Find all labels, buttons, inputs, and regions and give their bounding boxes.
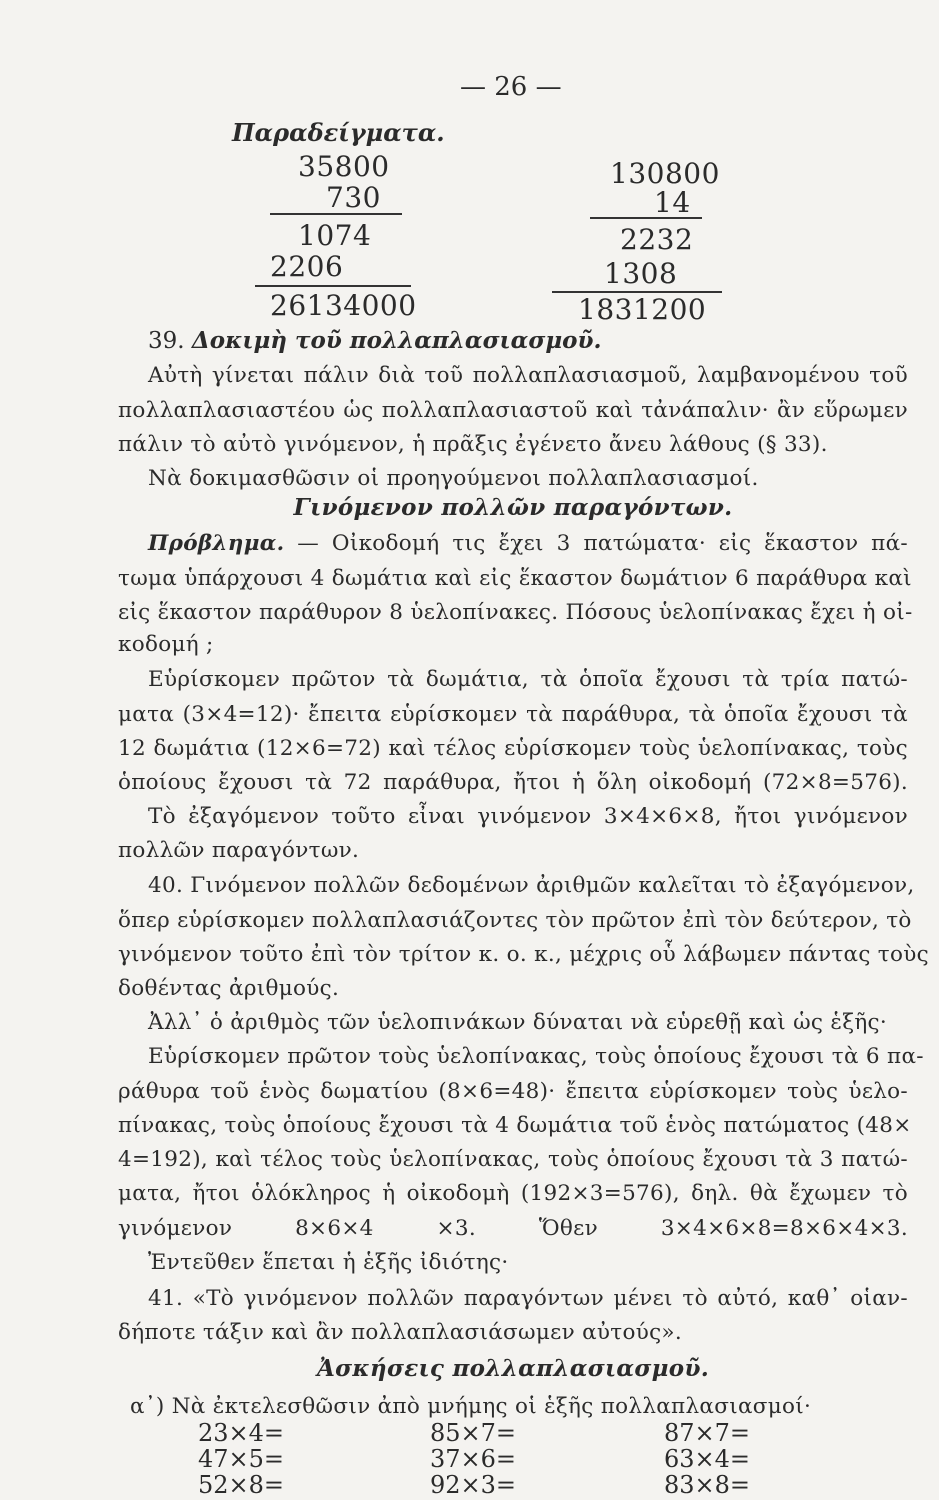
example-right-rule-1: [590, 217, 702, 219]
solution-line: Εὑρίσκομεν πρῶτον τὰ δωμάτια, τὰ ὁποῖα ἔχουσι τὰ τρία πατώ-: [148, 667, 908, 692]
section-40-line: δοθέντας ἀριθμούς.: [118, 976, 340, 1001]
solution-line: 12 δωμάτια (12×6=72) καὶ τέλος εὑρίσκομεν τοὺς ὑελοπίνακας, τοὺς: [118, 736, 908, 761]
section-39-number: 39.: [148, 328, 185, 354]
exercise-item: 83×8=: [664, 1471, 751, 1499]
exercise-item: 87×7=: [664, 1419, 751, 1447]
page-number: — 26 —: [460, 72, 562, 102]
exercise-a-instruction: α᾽) Νὰ ἐκτελεσθῶσιν ἀπὸ μνήμης οἱ ἑξῆς πολλαπλασιασμοί·: [130, 1394, 812, 1419]
alternative-line: Ἀλλ᾽ ὁ ἀριθμὸς τῶν ὑελοπινάκων δύναται νὰ εὑρεθῇ καὶ ὡς ἑξῆς·: [148, 1010, 888, 1035]
section-39-line: Αὐτὴ γίνεται πάλιν διὰ τοῦ πολλαπλασιασμοῦ, λαμβανομένου τοῦ: [148, 363, 908, 388]
problem-line: τωμα ὑπάρχουσι 4 δωμάτια καὶ εἰς ἕκαστον δωμάτιον 6 παράθυρα καὶ: [118, 566, 912, 591]
solution-line: ματα (3×4=12)· ἔπειτα εὑρίσκομεν τὰ παράθυρα, τὰ ὁποῖα ἔχουσι τὰ: [118, 702, 908, 727]
solution-line: ὁποίους ἔχουσι τὰ 72 παράθυρα, ἤτοι ἡ ὅλη οἰκοδομή (72×8=576).: [118, 770, 908, 795]
section-41-line: δήποτε τάξιν καὶ ἂν πολλαπλασιάσωμεν αὐτούς».: [118, 1320, 682, 1345]
section-39-line: πολλαπλασιαστέου ὡς πολλαπλασιαστοῦ καὶ τἀνάπαλιν· ἂν εὕρωμεν: [118, 398, 908, 423]
example-left-multiplier: 730: [326, 181, 381, 214]
solution-line: πολλῶν παραγόντων.: [118, 838, 360, 863]
exercise-item: 52×8=: [198, 1471, 285, 1499]
example-right-partial-2: 1308: [604, 257, 678, 290]
example-left-partial-1: 1074: [298, 219, 372, 252]
solution-line: Τὸ ἐξαγόμενον τοῦτο εἶναι γινόμενον 3×4×6×8, ἤτοι γινόμενον: [148, 804, 908, 829]
exercise-item: 63×4=: [664, 1445, 751, 1473]
problem-text: — Οἰκοδομή τις ἔχει 3 πατώματα· εἰς ἕκαστον πά-: [297, 531, 908, 556]
exercise-item: 37×6=: [430, 1445, 517, 1473]
alternative-line: ματα, ἤτοι ὁλόκληρος ἡ οἰκοδομὴ (192×3=576), δηλ. θὰ ἔχωμεν τὸ: [118, 1181, 908, 1206]
product-of-many-heading: Γινόμενον πολλῶν παραγόντων.: [293, 494, 733, 521]
example-right-multiplier: 14: [654, 186, 691, 219]
exercise-item: 47×5=: [198, 1445, 285, 1473]
examples-heading: Παραδείγματα.: [232, 118, 445, 147]
exercise-item: 23×4=: [198, 1419, 285, 1447]
section-40-line: ὅπερ εὑρίσκομεν πολλαπλασιάζοντες τὸν πρῶτον ἐπὶ τὸν δεύτερον, τὸ: [118, 908, 912, 933]
section-39-line: Νὰ δοκιμασθῶσιν οἱ προηγούμενοι πολλαπλασιασμοί.: [148, 466, 759, 491]
alternative-line: γινόμενον 8×6×4 ×3. Ὅθεν 3×4×6×8=8×6×4×3.: [118, 1216, 908, 1241]
example-left-multiplicand: 35800: [298, 150, 390, 183]
exercise-item: 92×3=: [430, 1471, 517, 1499]
section-41-line: 41. «Τὸ γινόμενον πολλῶν παραγόντων μένει τὸ αὐτό, καθ᾽ οἱαν-: [148, 1286, 908, 1311]
exercise-item: 85×7=: [430, 1419, 517, 1447]
alternative-line: Εὑρίσκομεν πρῶτον τοὺς ὑελοπίνακας, τοὺς ὁποίους ἔχουσι τὰ 6 πα-: [148, 1044, 924, 1069]
alternative-line: ράθυρα τοῦ ἑνὸς δωματίου (8×6=48)· ἔπειτα εὑρίσκομεν τοὺς ὑελο-: [118, 1079, 908, 1104]
section-39-title: Δοκιμὴ τοῦ πολλαπλασιασμοῦ.: [191, 327, 602, 354]
problem-line: [148, 526, 908, 562]
example-left-rule-1: [270, 213, 402, 215]
example-right-product: 1831200: [578, 293, 707, 326]
alternative-line: πίνακας, τοὺς ὁποίους ἔχουσι τὰ 4 δωμάτια τοῦ ἑνὸς πατώματος (48×: [118, 1113, 912, 1138]
example-right-partial-1: 2232: [620, 223, 694, 256]
section-40-line: γινόμενον τοῦτο ἐπὶ τὸν τρίτον κ. ο. κ., μέχρις οὗ λάβωμεν πάντας τοὺς: [118, 942, 929, 967]
section-40-line: 40. Γινόμενον πολλῶν δεδομένων ἀριθμῶν καλεῖται τὸ ἐξαγόμενον,: [148, 873, 915, 898]
problem-line: κοδομή ;: [118, 632, 214, 657]
exercises-heading: Ἀσκήσεις πολλαπλασιασμοῦ.: [316, 1355, 710, 1382]
problem-line: εἰς ἕκαστον παράθυρον 8 ὑελοπίνακες. Πόσους ὑελοπίνακας ἔχει ἡ οἰ-: [118, 600, 913, 625]
example-left-rule-2: [255, 285, 411, 287]
example-right-multiplicand: 130800: [610, 157, 720, 190]
problem-label: Πρόβλημα.: [148, 531, 285, 556]
alternative-line: Ἐντεῦθεν ἕπεται ἡ ἑξῆς ἰδιότης·: [148, 1250, 509, 1275]
alternative-line: 4=192), καὶ τέλος τοὺς ὑελοπίνακας, τοὺς ὁποίους ἔχουσι τὰ 3 πατώ-: [118, 1147, 908, 1172]
example-left-partial-2: 2206: [270, 250, 344, 283]
section-39-line: πάλιν τὸ αὐτὸ γινόμενον, ἡ πρᾶξις ἐγένετο ἄνευ λάθους (§ 33).: [118, 432, 828, 457]
example-left-product: 26134000: [270, 289, 417, 322]
section-39-heading: [148, 323, 601, 359]
